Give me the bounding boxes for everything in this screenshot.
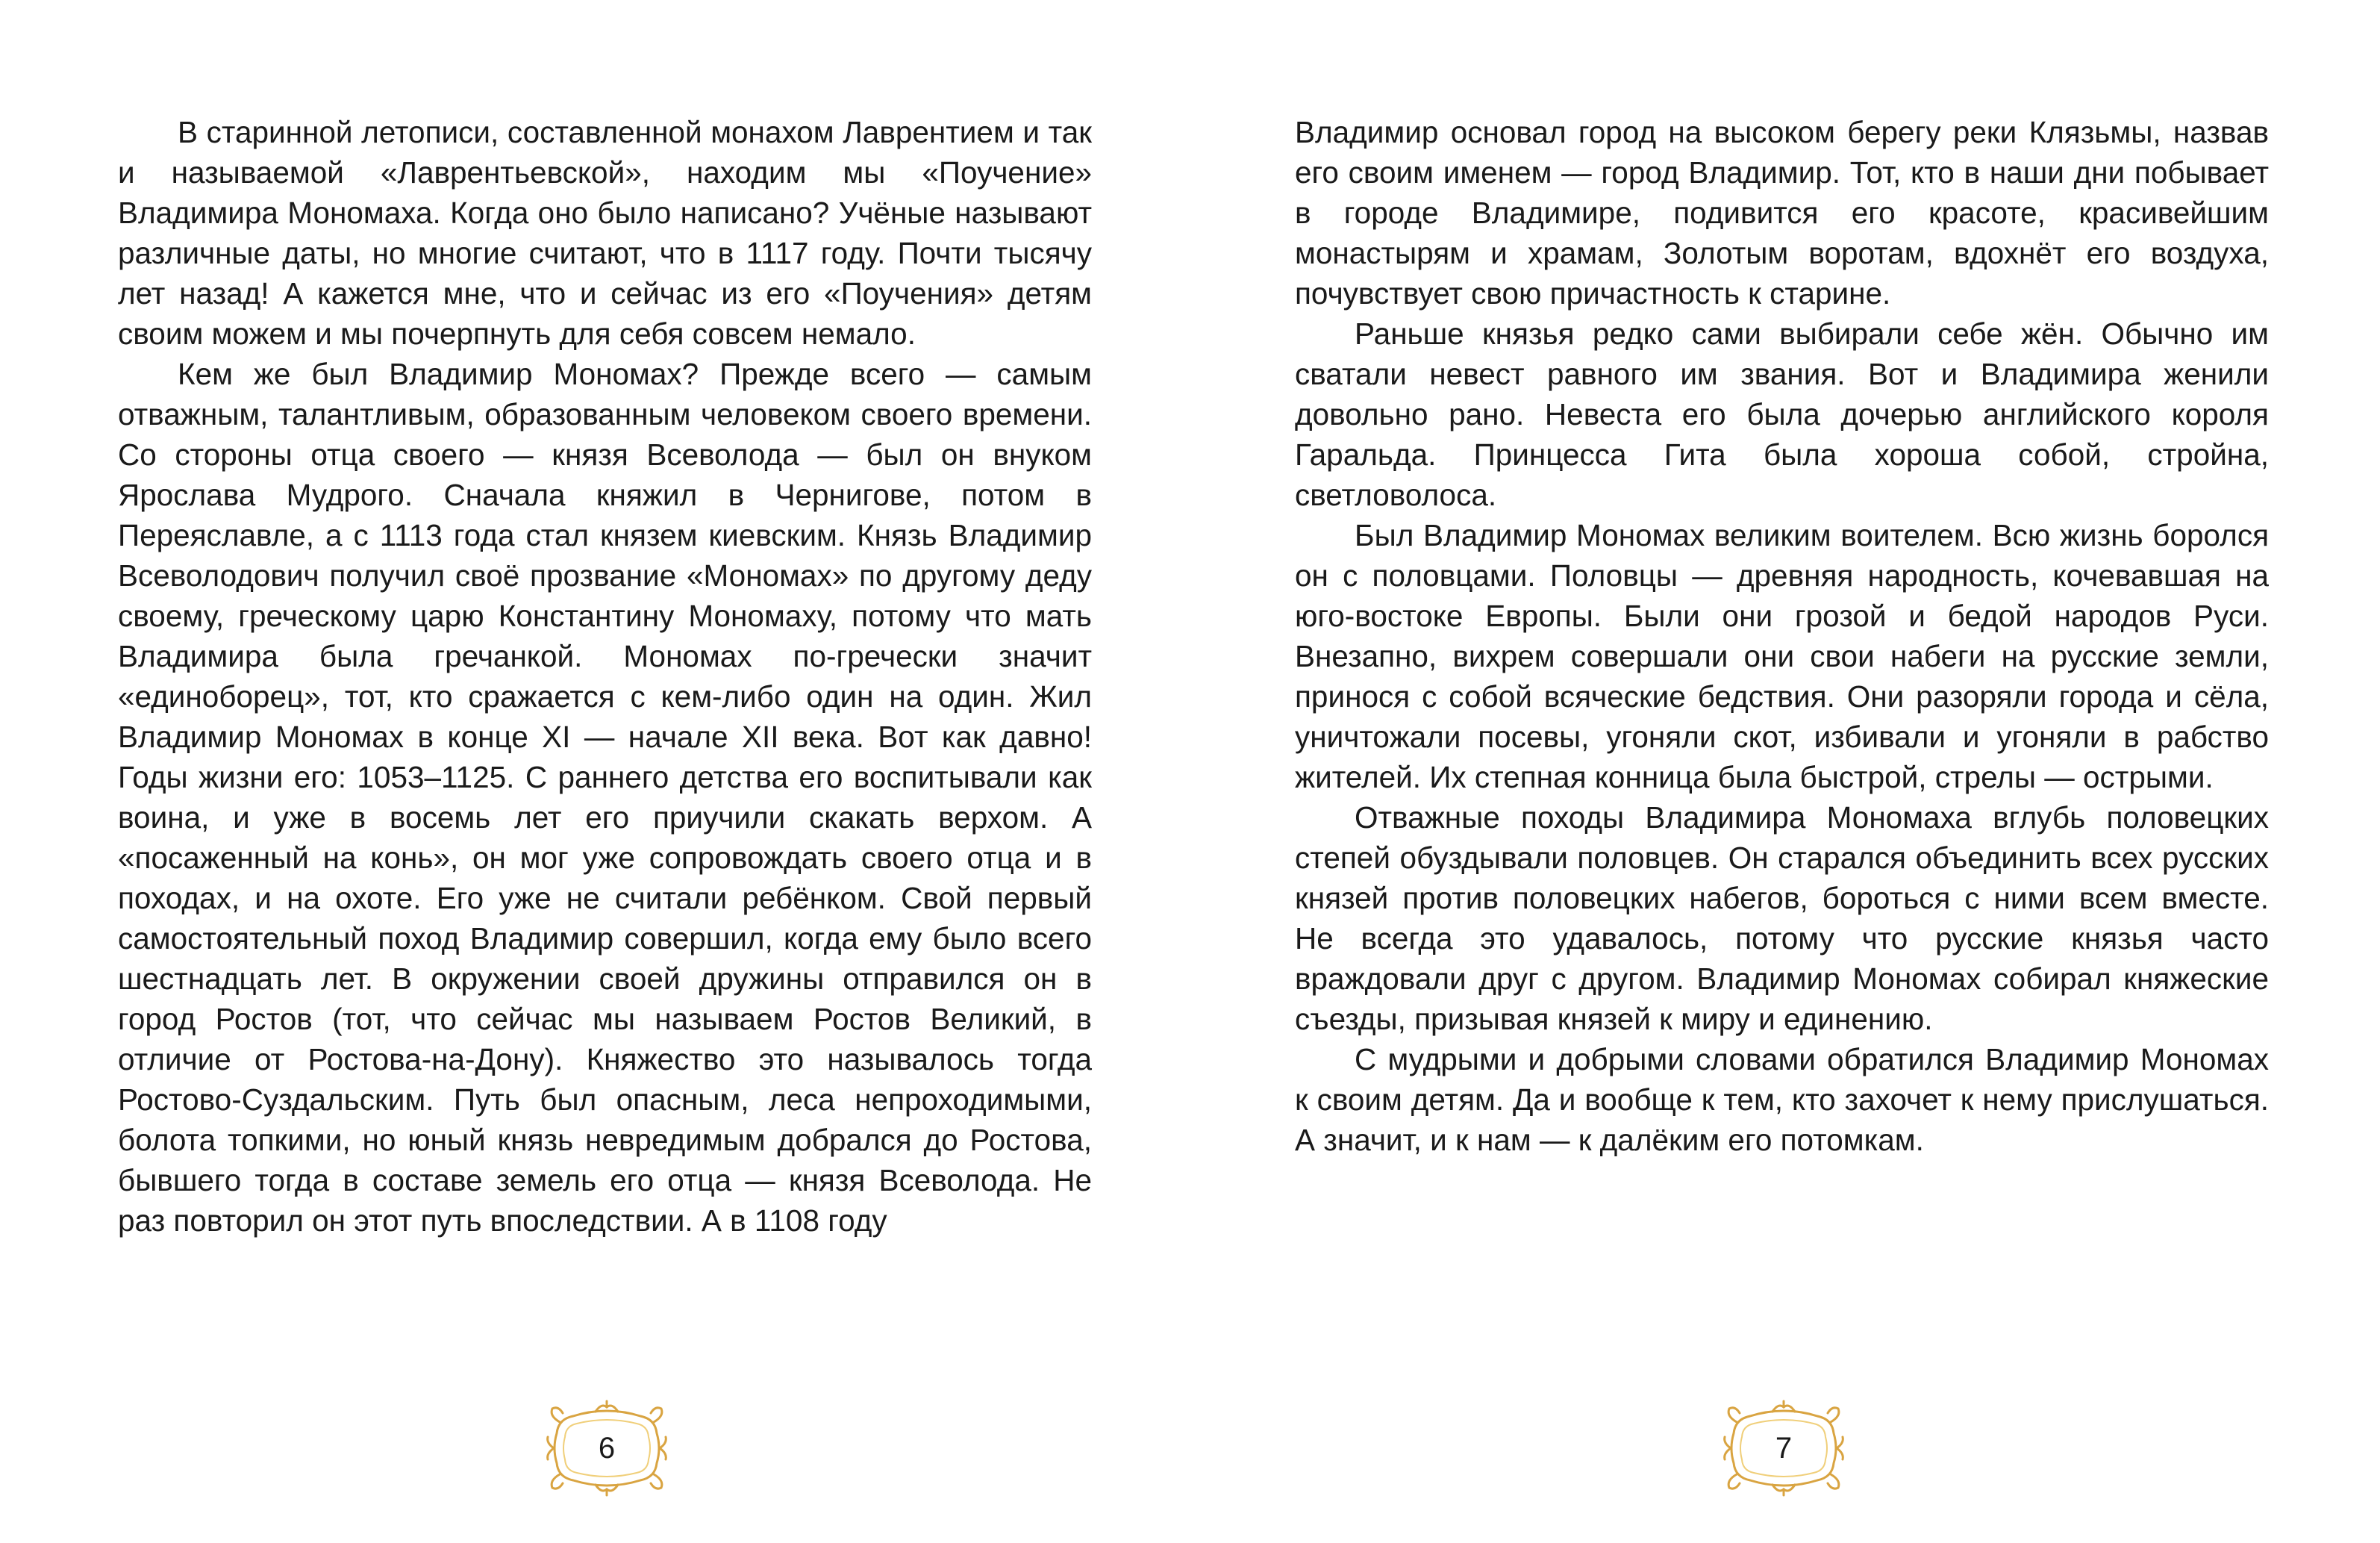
paragraph: Отважные походы Владимира Мономаха вглубь половецких степей обуздывали половцев. Он старался объединить всех русских князей против половецких набегов, бороться с ними всем вместе. Не всегда это удавалось, потому что русские князья часто враждовали друг с другом. Владимир Мономах собирал княжеские съезды, призывая князей к миру и единению. — [1295, 800, 2269, 1036]
paragraph: Раньше князья редко сами выбирали себе жён. Обычно им сватали невест равного им звания. Вот и Владимира женили довольно рано. Невеста его была дочерью английского короля Гаральда. Принцесса Гита была хороша собой, стройна, светловолоса. — [1295, 317, 2269, 512]
page-number: 7 — [1775, 1432, 1793, 1465]
paragraph: Был Владимир Мономах великим воителем. Всю жизнь боролся он с половцами. Половцы — древняя народность, кочевавшая на юго-востоке Европы. Были они грозой и бедой народов Руси. Внезапно, вихрем совершали они свои набеги на русские земли, принося с собой всяческие бедствия. Они разоряли города и сёла, уничтожали посевы, угоняли скот, избивали и угоняли в рабство жителей. Их степная конница была быстрой, стрелы — острыми. — [1295, 518, 2269, 794]
left-page — [118, 112, 1092, 1241]
paragraph: С мудрыми и добрыми словами обратился Владимир Мономах к своим детям. Да и вообще к тем, кто захочет к нему прислушаться. А значит, и к нам — к далёким его потомкам. — [1295, 1042, 2269, 1157]
right-page — [1295, 112, 2269, 1160]
paragraph: Владимир основал город на высоком берегу реки Клязьмы, назвав его своим именем — город Владимир. Тот, кто в наши дни побывает в городе Владимире, подивится его красоте, красивейшим монастырям и храмам, Золотым воротам, вдохнёт его воздуха, почувствует свою причастность к старине. — [1295, 115, 2269, 311]
page-number: 6 — [598, 1432, 616, 1465]
paragraph: В старинной летописи, составленной монахом Лаврентием и так и называемой «Лаврентьевской», находим мы «Поучение» Владимира Мономаха. Когда оно было написано? Учёные называют различные даты, но многие считают, что в 1117 году. Почти тысячу лет назад! А кажется мне, что и сейчас из его «Поучения» детям своим можем и мы почерпнуть для себя совсем немало. — [118, 115, 1092, 351]
paragraph: Кем же был Владимир Мономах? Прежде всего — самым отважным, талантливым, образованным человеком своего времени. Со стороны отца своего — князя Всеволода — был он внуком Ярослава Мудрого. Сначала княжил в Чернигове, потом в Переяславле, а с 1113 года стал князем киевским. Князь Владимир Всеволодович получил своё прозвание «Мономах» по другому деду своему, греческому царю Константину Мономаху, потому что мать Владимира была гречанкой. Мономах по-гречески значит «единоборец», тот, кто сражается с кем-либо один на один. Жил Владимир Мономах в конце XI — начале XII века. Вот как давно! Годы жизни его: 1053–1125. С раннего детства его воспитывали как воина, и уже в восемь лет его приучили скакать верхом. А «посаженный на конь», он мог уже сопровождать своего отца и в походах, и на охоте. Его уже не считали ребёнком. Свой первый самостоятельный поход Владимир совершил, когда ему было всего шестнадцать лет. В окружении своей дружины отправился он в город Ростов (тот, что сейчас мы называем Ростов Великий, в отличие от Ростова-на-Дону). Княжество это называлось тогда Ростово-Суздальским. Путь был опасным, леса непроходимыми, болота топкими, но юный князь невредимым добрался до Ростова, бывшего тогда в составе земель его отца — князя Всеволода. Не раз повторил он этот путь впоследствии. А в 1108 году — [118, 357, 1092, 1238]
page-number-frame-right — [1720, 1400, 1847, 1497]
page-number-frame-left — [543, 1400, 670, 1497]
